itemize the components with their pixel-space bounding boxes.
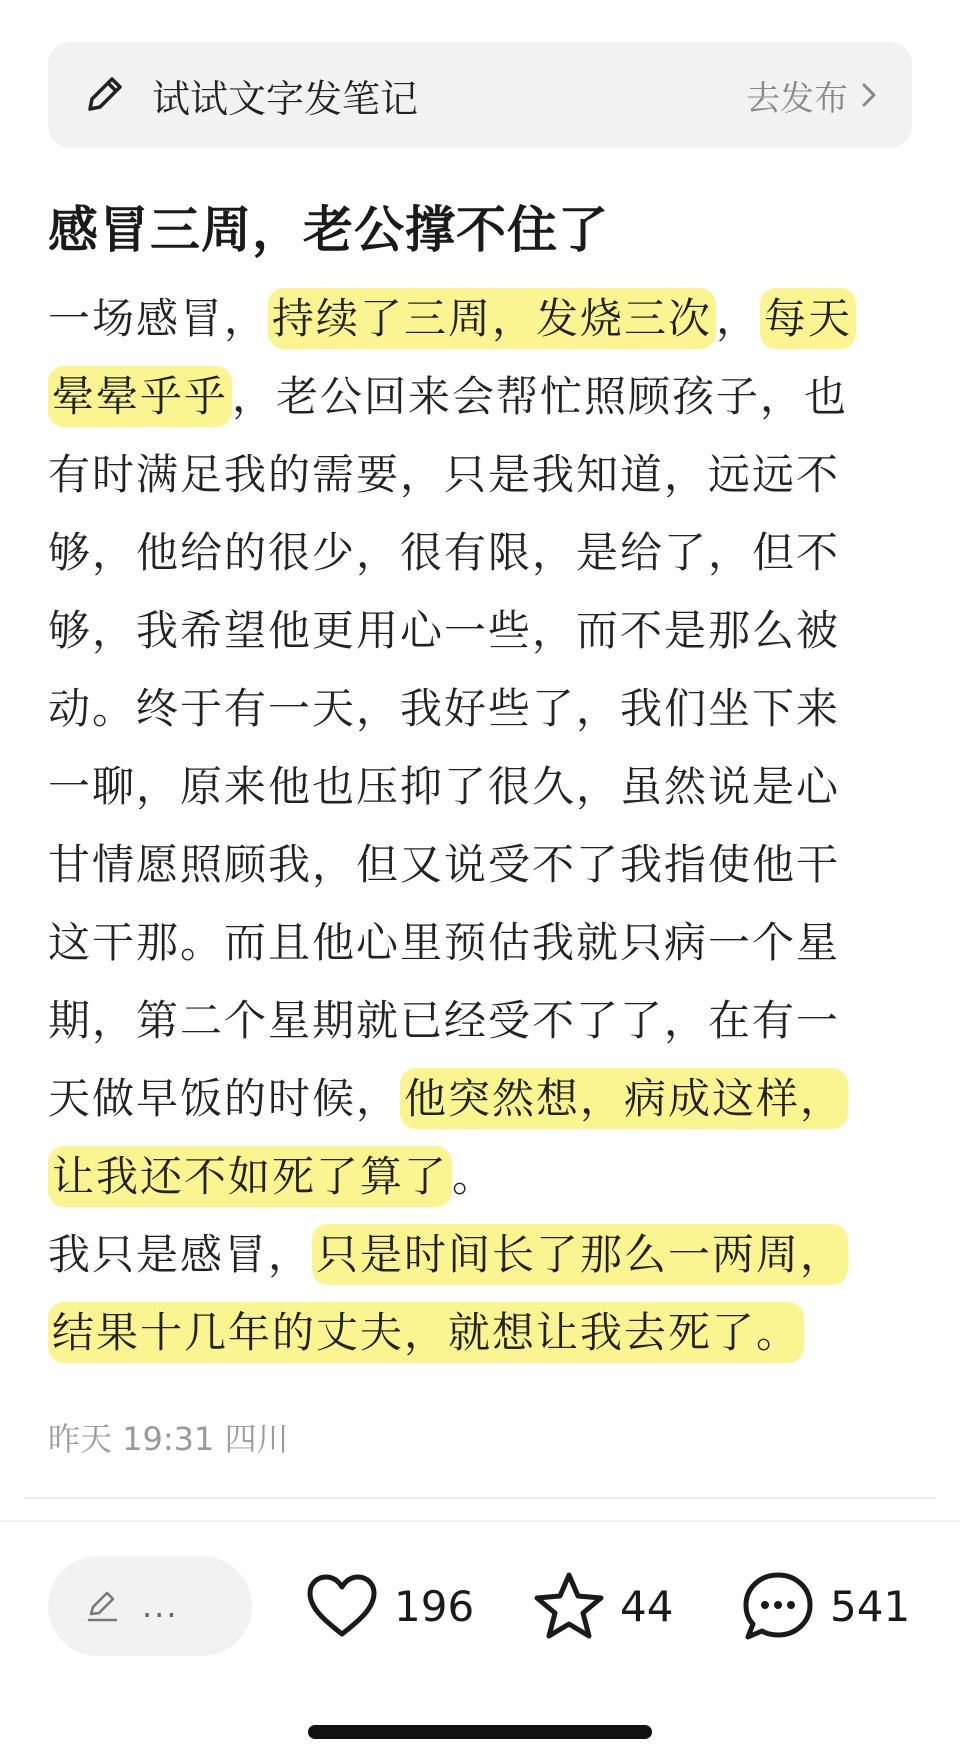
post-body-line [48, 748, 916, 826]
body-text-segment: 。 [452, 1152, 497, 1201]
highlighted-text: 只是时间长了那么一两周， [312, 1224, 848, 1285]
post-body [48, 280, 916, 1372]
body-text-segment: 期，第二个星期就已经受不了了，在有一 [48, 996, 841, 1045]
pencil-icon [86, 1588, 120, 1624]
divider [24, 1497, 936, 1499]
body-text-segment: 一聊，原来他也压抑了很久，虽然说是心 [48, 762, 841, 811]
post-body-line [48, 904, 916, 982]
post-body-line [48, 1216, 916, 1294]
divider [0, 1520, 960, 1522]
comments-button[interactable] [740, 1556, 910, 1656]
post-meta: 昨天 19:31 四川 [48, 1420, 289, 1458]
post-body-line [48, 514, 916, 592]
home-indicator [308, 1725, 652, 1739]
post-body-line [48, 1138, 916, 1216]
highlighted-text: 结果十几年的丈夫，就想让我去死了。 [48, 1302, 804, 1363]
post-body-line [48, 1060, 916, 1138]
post-body-line [48, 436, 916, 514]
post-body-line [48, 1294, 916, 1372]
action-bar [0, 1556, 960, 1656]
speech-bubble-icon [740, 1569, 816, 1643]
body-text-segment: ， [716, 294, 761, 343]
post-title: 感冒三周，老公撑不住了 [48, 201, 609, 259]
body-text-segment: 甘情愿照顾我，但又说受不了我指使他干 [48, 840, 841, 889]
highlighted-text: 让我还不如死了算了 [48, 1146, 452, 1207]
chevron-right-icon [860, 81, 878, 109]
post-body-line [48, 592, 916, 670]
highlighted-text: 每天 [760, 288, 856, 349]
body-text-segment: 够，他给的很少，很有限，是给了，但不 [48, 528, 841, 577]
comment-placeholder: ... [142, 1587, 179, 1625]
highlighted-text: 持续了三周，发烧三次 [268, 288, 716, 349]
post-body-line [48, 280, 916, 358]
post-body-line [48, 670, 916, 748]
like-count: 196 [394, 1581, 475, 1631]
body-text-segment: 我只是感冒， [48, 1230, 313, 1279]
post-body-line [48, 358, 916, 436]
post-body-line [48, 826, 916, 904]
heart-icon [304, 1572, 380, 1640]
like-button[interactable] [304, 1556, 474, 1656]
favorite-button[interactable] [532, 1556, 673, 1656]
publish-label: 去发布 [746, 78, 848, 119]
pencil-icon [82, 73, 126, 117]
comment-input[interactable] [48, 1556, 252, 1656]
body-text-segment: ，老公回来会帮忙照顾孩子，也 [232, 372, 849, 421]
post-body-line [48, 982, 916, 1060]
write-note-bar[interactable] [48, 42, 912, 148]
write-note-prompt: 试试文字发笔记 [152, 76, 419, 121]
body-text-segment: 动。终于有一天，我好些了，我们坐下来 [48, 684, 841, 733]
body-text-segment: 够，我希望他更用心一些，而不是那么被 [48, 606, 841, 655]
star-icon [532, 1570, 606, 1642]
body-text-segment: 这干那。而且他心里预估我就只病一个星 [48, 918, 841, 967]
comment-count: 541 [830, 1581, 911, 1631]
publish-button[interactable] [746, 71, 878, 120]
body-text-segment: 天做早饭的时候， [48, 1074, 401, 1123]
highlighted-text: 他突然想，病成这样， [400, 1068, 848, 1129]
body-text-segment: 有时满足我的需要，只是我知道，远远不 [48, 450, 841, 499]
body-text-segment: 一场感冒， [48, 294, 269, 343]
favorite-count: 44 [620, 1581, 674, 1631]
highlighted-text: 晕晕乎乎 [48, 366, 232, 427]
